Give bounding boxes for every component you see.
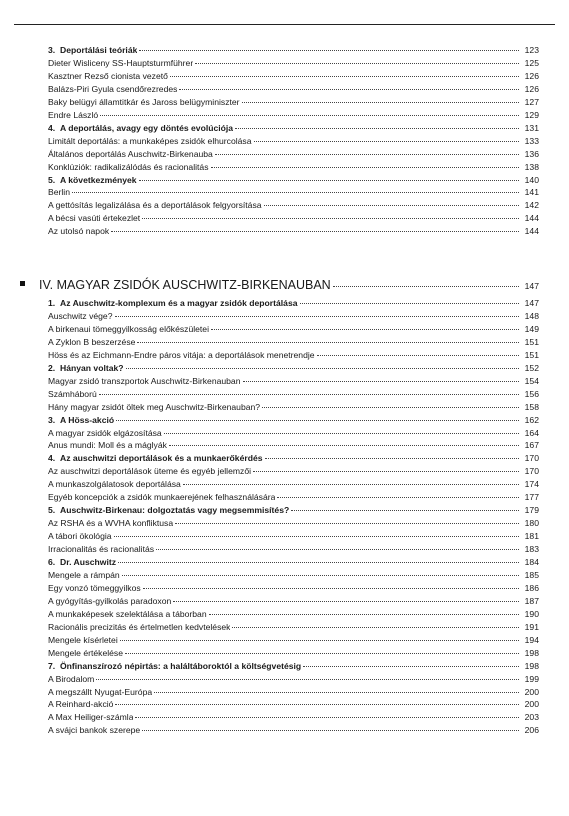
toc-item-row [48,58,539,69]
item-title: A gyógyítás-gyilkolás paradoxon [48,595,172,606]
dot-leader [300,303,519,304]
chapter-title: IV. MAGYAR ZSIDÓK AUSCHWITZ-BIRKENAUBAN [39,278,331,292]
item-title: A Reinhard-akció [48,699,114,710]
page-number: 198 [524,647,539,658]
dot-leader [253,471,519,472]
toc-item-row [48,531,539,542]
section-title: Hányan voltak? [60,362,124,373]
item-title: Konklúziók: radikalizálódás és racionalitás [48,161,209,172]
dot-leader [143,588,519,589]
page-number: 183 [524,544,539,555]
toc-item-row [48,609,539,620]
dot-leader [116,420,519,421]
section-title: Az Auschwitz-komplexum és a magyar zsidók deportálása [60,298,298,308]
page-number: 125 [524,57,539,68]
page-number: 191 [524,621,539,632]
item-title: A Birodalom [48,673,95,684]
item-title: Kasztner Rezső cionista vezető [48,70,168,81]
item-title: Az RSHA és a WVHA konfliktusa [48,518,174,529]
dot-leader [135,717,519,718]
toc-item-row [48,187,539,198]
item-title: A munkaszolgálatosok deportálása [48,479,181,490]
page-number: 148 [524,310,539,321]
toc-item-row [48,622,539,633]
section-title: Az auschwitzi deportálások és a munkaerőkérdés [60,453,263,464]
item-title: Az auschwitzi deportálások üteme és egyéb jellemzői [48,466,252,477]
page-number: 129 [524,109,539,120]
item-title: Endre László [48,109,99,120]
page-number: 181 [524,531,539,542]
dot-leader [195,63,519,64]
toc-item-row [48,376,539,387]
dot-leader [137,342,519,343]
item-title: Anus mundi: Moll és a máglyák [48,440,167,451]
toc-item-row [48,162,539,173]
item-title: Számháború [48,388,97,399]
page-number: 186 [524,582,539,593]
section-number: 3. [48,414,56,425]
toc-item-row [48,570,539,581]
section-title: A következmények [60,174,137,185]
toc-item-row [48,84,539,95]
page-number: 200 [524,686,539,697]
dot-leader [243,381,520,382]
dot-leader [254,141,520,142]
chapter-heading [20,277,539,294]
toc-item-row [48,544,539,555]
toc-section-row [48,557,539,568]
page-number: 158 [524,401,539,412]
dot-leader [100,115,519,116]
dot-leader [291,510,519,511]
page-number: 151 [524,349,539,360]
item-title: Berlin [48,187,70,198]
dot-leader [264,205,519,206]
section-number: 3. [48,45,56,55]
dot-leader [333,286,519,287]
item-title: Mengele értékelése [48,647,124,658]
page-number: 136 [524,148,539,159]
toc-item-row [48,687,539,698]
toc-item-row [48,200,539,211]
dot-leader [115,316,520,317]
toc-item-row [48,149,539,160]
toc-item-row [48,311,539,322]
toc-item-row [48,428,539,439]
page-number: 140 [524,174,539,185]
toc-item-row [48,389,539,400]
dot-leader [232,627,519,628]
page-number: 156 [524,388,539,399]
dot-leader [211,329,519,330]
page-number: 126 [524,70,539,81]
dot-leader [175,523,519,524]
item-title: Balázs-Piri Gyula csendőrezredes [48,83,178,94]
toc-item-row [48,712,539,723]
item-title: Hány magyar zsidót öltek meg Auschwitz-Birkenauban? [48,401,261,412]
toc-section-row [48,505,539,516]
page-number: 184 [524,557,539,567]
item-title: Az utolsó napok [48,226,110,237]
toc-item-row [48,440,539,451]
item-title: A svájci bankok szerepe [48,725,141,736]
section-number: 1. [48,298,56,308]
toc-item-row [48,699,539,710]
item-title: Egyéb koncepciók a zsidók munkaerejének felhasználására [48,492,276,503]
section-title: Dr. Auschwitz [60,557,117,567]
item-title: A Max Heiliger-számla [48,712,134,723]
toc-item-row [48,97,539,108]
dot-leader [209,614,519,615]
page-number: 198 [524,660,539,671]
page-number: 187 [524,595,539,606]
page-number: 170 [524,466,539,477]
chapter-page-number: 147 [524,281,539,291]
toc-item-row [48,648,539,659]
item-title: Höss és az Eichmann-Endre páros vitája: a deportálások menetrendje [48,349,315,360]
toc-item-row [48,350,539,361]
dot-leader [139,180,519,181]
toc-item-row [48,583,539,594]
item-title: Baky belügyi államtitkár és Jaross belügyminiszter [48,96,240,107]
section-number: 6. [48,557,56,567]
section-title: Auschwitz-Birkenau: dolgoztatás vagy megsemmisítés? [60,505,290,516]
toc-item-row [48,635,539,646]
page-number: 180 [524,518,539,529]
page-number: 133 [524,135,539,146]
dot-leader [215,154,519,155]
item-title: Auschwitz vége? [48,310,113,321]
toc-section-row [48,175,539,186]
page-number: 142 [524,200,539,211]
dot-leader [111,231,519,232]
dot-leader [170,76,519,77]
dot-leader [179,89,519,90]
page-number: 126 [524,83,539,94]
page-number: 167 [524,440,539,451]
toc-section-row [48,298,539,309]
dot-leader [142,218,519,219]
dot-leader [262,407,519,408]
page-number: 152 [524,362,539,373]
page-number: 194 [524,634,539,645]
item-title: Limitált deportálás: a munkaképes zsidók elhurcolása [48,135,252,146]
dot-leader [242,102,519,103]
page-number: 147 [524,298,539,308]
toc-item-row [48,725,539,736]
page-number: 123 [524,45,539,55]
item-title: Irracionalitás és racionalitás [48,544,155,555]
dot-leader [173,601,519,602]
toc-item-row [48,518,539,529]
item-title: A gettósítás legalizálása és a deportálások felgyorsítása [48,200,262,211]
page-number: 141 [524,187,539,198]
toc-item-row [48,71,539,82]
dot-leader [183,484,519,485]
page-number: 206 [524,725,539,736]
dot-leader [125,653,519,654]
item-title: A Zyklon B beszerzése [48,336,136,347]
dot-leader [303,666,519,667]
toc-item-row [48,110,539,121]
page-number: 154 [524,375,539,386]
toc-section-row [48,45,539,56]
dot-leader [235,128,519,129]
dot-leader [114,536,519,537]
toc-item-row [48,337,539,348]
dot-leader [126,368,519,369]
dot-leader [115,704,519,705]
page-number: 144 [524,226,539,237]
page-number: 170 [524,453,539,464]
toc-section-row [48,661,539,672]
page-number: 174 [524,479,539,490]
dot-leader [139,50,519,51]
section-number: 2. [48,362,56,373]
dot-leader [164,433,519,434]
section-number: 5. [48,505,56,516]
toc-section-row [48,363,539,374]
section-number: 7. [48,660,56,671]
dot-leader [169,445,519,446]
toc-item-row [48,492,539,503]
section-number: 4. [48,122,56,133]
dot-leader [99,394,519,395]
item-title: A birkenaui tömeggyilkosság előkészületei [48,323,209,334]
section-title: A deportálás, avagy egy döntés evolúciója [60,122,234,133]
section-number: 4. [48,453,56,464]
toc-item-row [48,402,539,413]
dot-leader [118,562,519,563]
toc-section-row [48,415,539,426]
dot-leader [317,355,519,356]
square-bullet-icon [20,281,25,286]
item-title: A megszállt Nyugat-Európa [48,686,153,697]
dot-leader [72,192,519,193]
section-title: Deportálási teóriák [60,45,138,55]
dot-leader [277,497,519,498]
toc-section-row [48,123,539,134]
dot-leader [142,730,519,731]
dot-leader [122,575,519,576]
toc-item-row [48,479,539,490]
toc-item-row [48,466,539,477]
item-title: Általános deportálás Auschwitz-Birkenauba [48,148,213,159]
item-title: Mengele kísérletei [48,634,118,645]
item-title: Magyar zsidó transzportok Auschwitz-Birkenauban [48,375,241,386]
toc-item-row [48,213,539,224]
dot-leader [154,692,519,693]
page-number: 179 [524,505,539,516]
page-number: 200 [524,699,539,710]
page-number: 144 [524,213,539,224]
item-title: Racionális precizitás és értelmetlen kedvtelések [48,621,231,632]
section-title: Önfinanszírozó népirtás: a haláltáboroktól a költségvetésig [60,660,302,671]
page-number: 149 [524,323,539,334]
page-number: 203 [524,712,539,723]
toc-item-row [48,324,539,335]
section-title: A Höss-akció [60,414,115,425]
page-number: 177 [524,492,539,503]
item-title: A bécsi vasúti értekezlet [48,213,141,224]
dot-leader [156,549,519,550]
item-title: Egy vonzó tömeggyilkos [48,582,141,593]
page-number: 138 [524,161,539,172]
dot-leader [211,167,520,168]
dot-leader [120,640,519,641]
toc-section-row [48,453,539,464]
toc-item-row [48,226,539,237]
item-title: A magyar zsidók elgázosítása [48,427,162,438]
dot-leader [265,458,519,459]
item-title: Dieter Wisliceny SS-Hauptsturmführer [48,57,194,68]
item-title: A tábori ökológia [48,531,112,542]
page-number: 190 [524,608,539,619]
dot-leader [96,679,519,680]
top-rule [14,24,555,25]
page-number: 199 [524,673,539,684]
toc-item-row [48,596,539,607]
toc-item-row [48,136,539,147]
page-number: 162 [524,414,539,425]
item-title: Mengele a rámpán [48,569,120,580]
item-title: A munkaképesek szelektálása a táborban [48,608,207,619]
page-number: 151 [524,336,539,347]
page-number: 127 [524,96,539,107]
toc-item-row [48,674,539,685]
section-number: 5. [48,174,56,185]
page-number: 131 [524,122,539,133]
page-number: 185 [524,569,539,580]
page-number: 164 [524,427,539,438]
